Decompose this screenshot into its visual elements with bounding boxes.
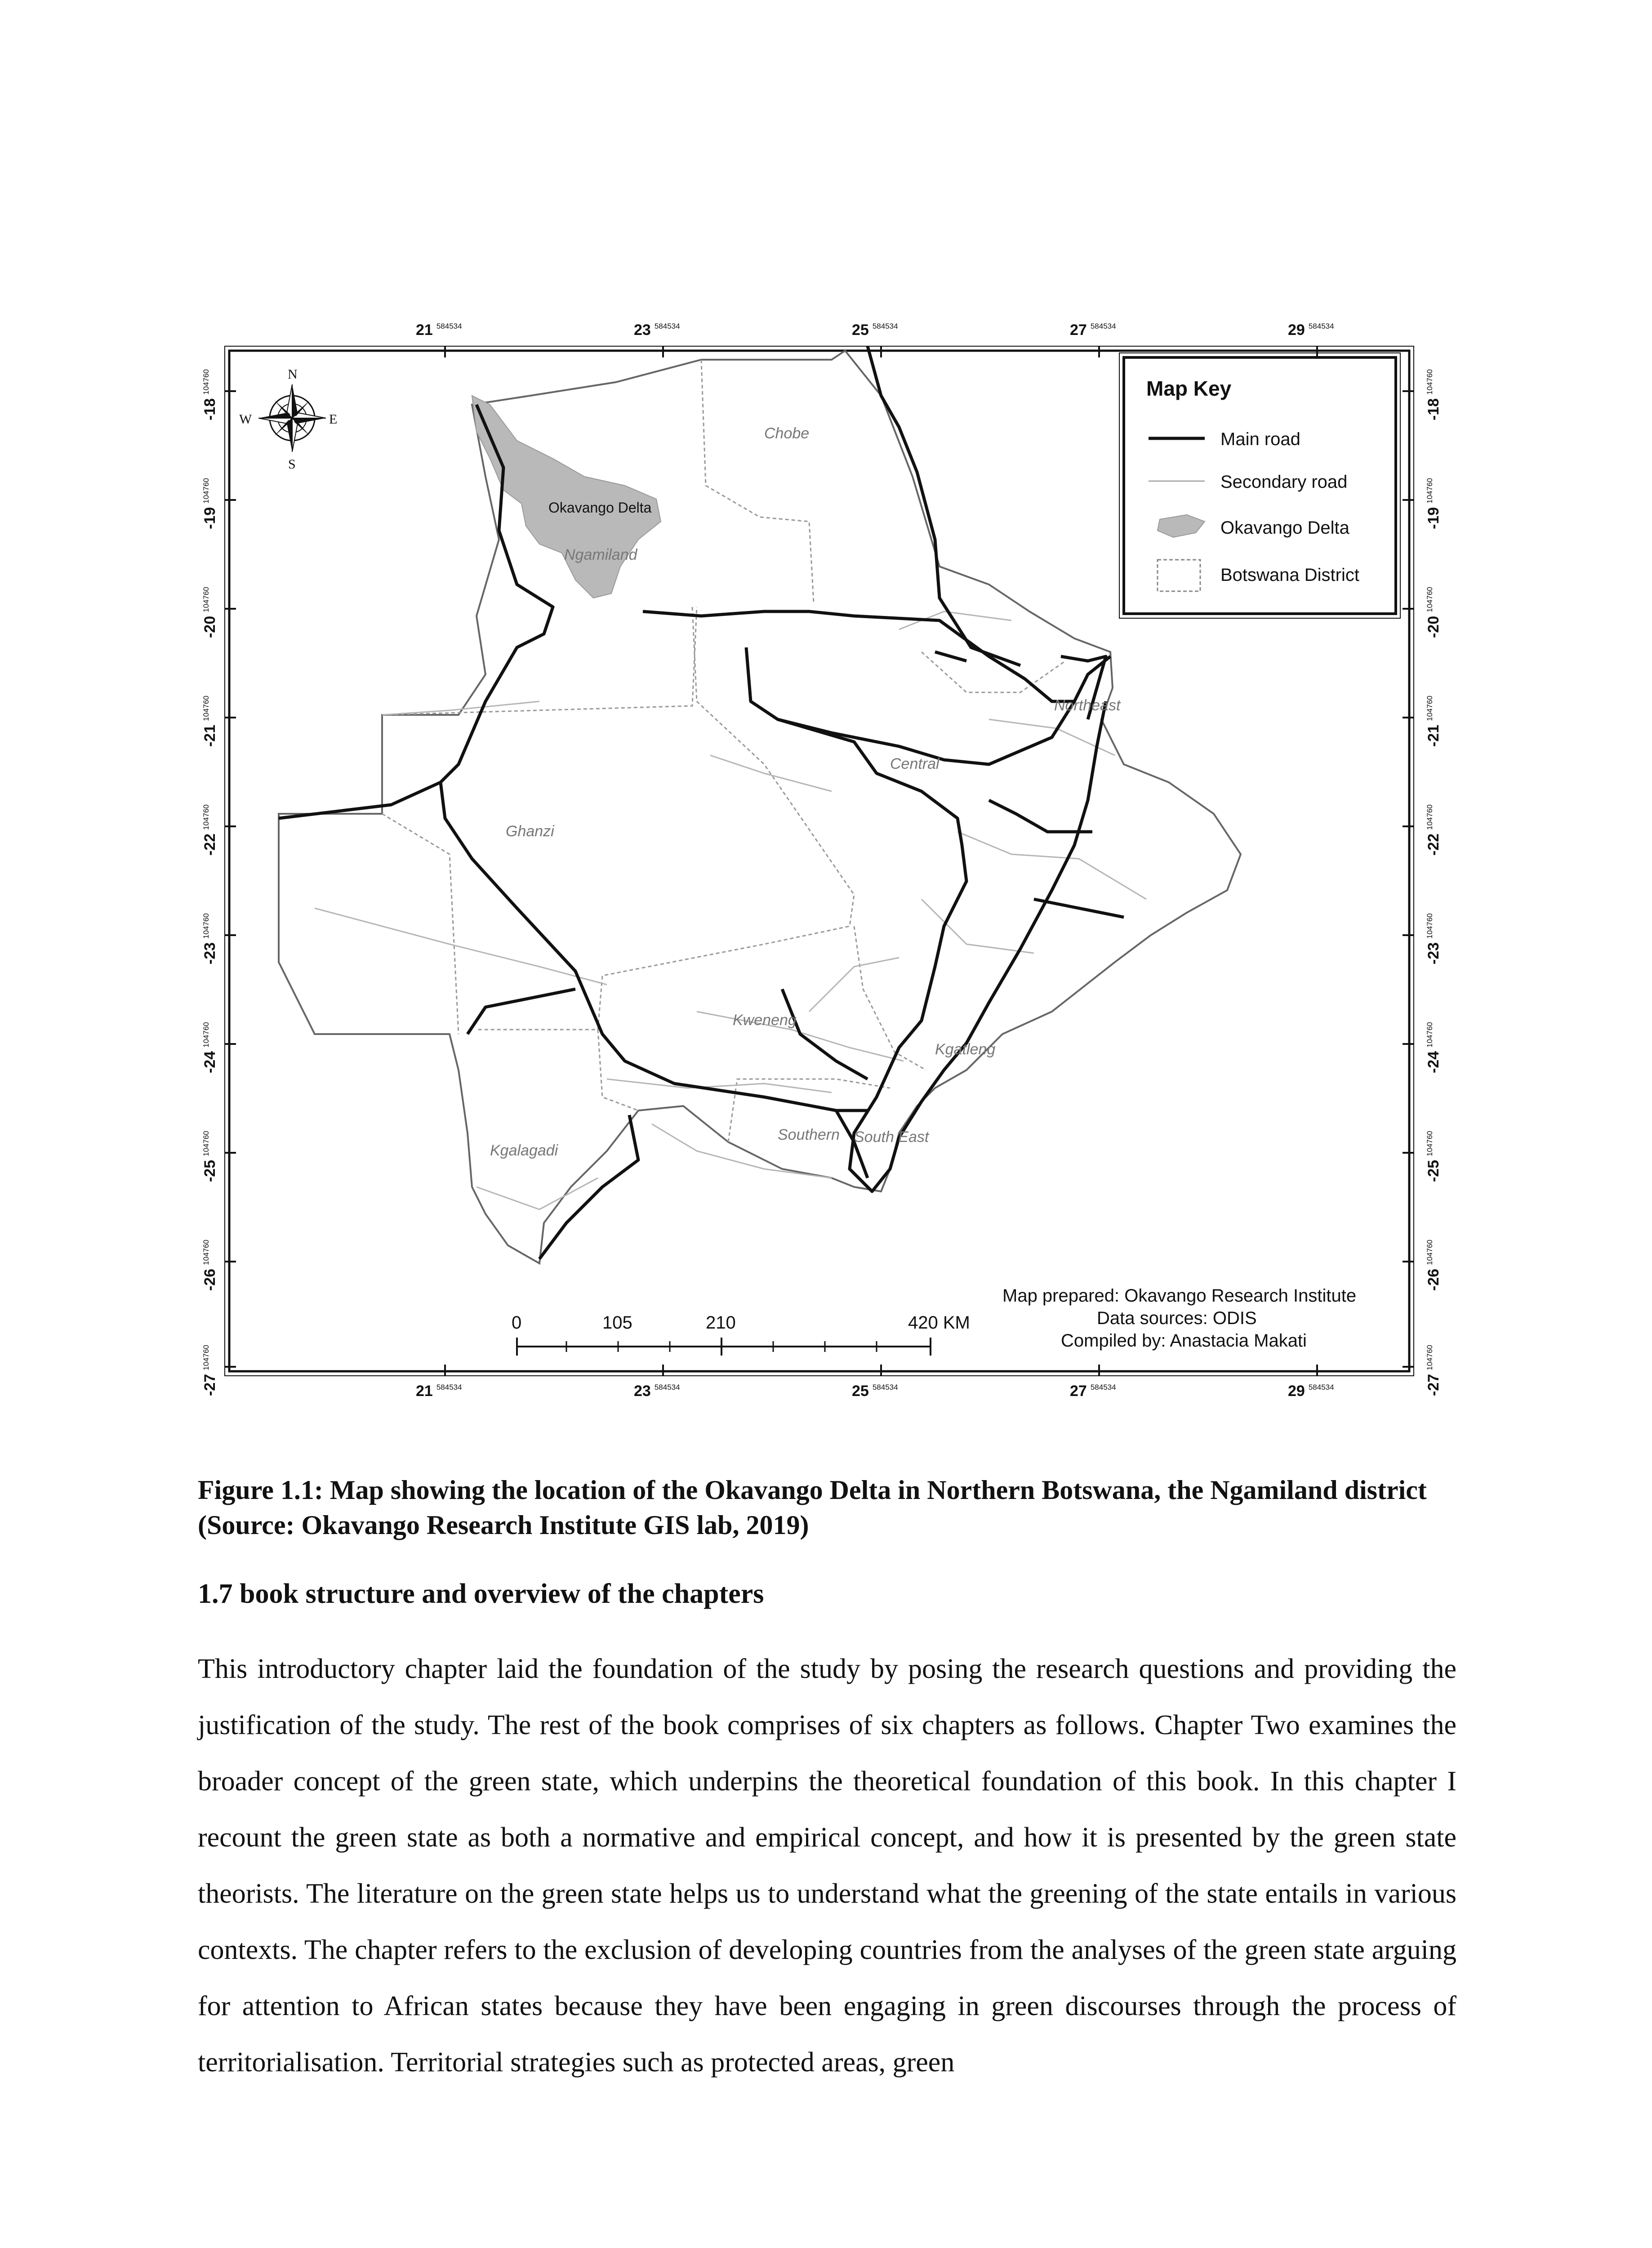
okavango-delta-label: Okavango Delta: [548, 500, 652, 516]
bottom-lon-label: 23 584534: [634, 1383, 680, 1400]
right-lat-label: -27104760: [1425, 1345, 1442, 1396]
secondary-roads: [315, 611, 1146, 1209]
top-lon-label: 21 584534: [416, 321, 462, 339]
key-secondary-road: Secondary road: [1220, 472, 1348, 492]
district-borders: [382, 360, 1065, 1142]
district-label-kgatleng: Kgatleng: [935, 1041, 996, 1058]
district-label-southern: Southern: [778, 1126, 840, 1143]
main-roads: [279, 346, 1124, 1259]
key-district: Botswana District: [1220, 565, 1359, 585]
right-lat-label: -25104760: [1425, 1131, 1442, 1182]
map-key: [1119, 353, 1400, 618]
district-label-southeast: South East: [854, 1128, 929, 1146]
map-credits: [1002, 1286, 1356, 1351]
body-paragraph: This introductory chapter laid the foundation of the study by posing the research questions and providing the justification of the study. The rest of the book comprises of six chapters as follows. Chapter Two examines the broader concept of the green state, which underpins the theoretical foundation of this book. In this chapter I recount the green state as both a normative and empirical concept, and how it is presented by the green state theorists. The literature on the green state helps us to understand what the greening of the state entails in various contexts. The chapter refers to the exclusion of developing countries from the analyses of the green state arguing for attention to African states because they have been engaging in green discourses through the process of territorialisation. Territorial strategies such as protected areas, green: [198, 1654, 1456, 2078]
district-label-ngamiland: Ngamiland: [564, 546, 637, 563]
left-lat-label: -21104760: [201, 696, 218, 747]
right-lat-label: -26104760: [1425, 1240, 1442, 1291]
right-lat-label: -23104760: [1425, 913, 1442, 964]
top-longitude-axis: [416, 321, 1334, 357]
right-lat-label: -18104760: [1425, 369, 1442, 420]
scale-label-105: 105: [602, 1313, 632, 1333]
section-heading: 1.7 book structure and overview of the chapters: [198, 1579, 764, 1609]
bottom-lon-label: 29 584534: [1288, 1383, 1334, 1400]
district-label-ghanzi: Ghanzi: [506, 823, 554, 840]
scale-label-210: 210: [706, 1313, 736, 1333]
left-latitude-axis: [201, 369, 236, 1396]
left-lat-label: -19104760: [201, 478, 218, 529]
district-label-kgalagadi: Kgalagadi: [490, 1142, 558, 1159]
top-lon-label: 25 584534: [852, 321, 898, 339]
left-lat-label: -18104760: [201, 369, 218, 420]
right-lat-label: -22104760: [1425, 804, 1442, 856]
figure-caption: Figure 1.1: Map showing the location of the Okavango Delta in Northern Botswana, the Ngamiland district (Source: Okavango Research Institute GIS lab, 2019): [198, 1475, 1427, 1540]
right-lat-label: -24104760: [1425, 1022, 1442, 1073]
compass-rose-icon: [239, 367, 337, 472]
right-lat-label: -21104760: [1425, 696, 1442, 747]
district-label-chobe: Chobe: [764, 425, 810, 442]
scale-bar: [512, 1313, 970, 1356]
compass-w-label: W: [239, 412, 252, 427]
bottom-lon-label: 21 584534: [416, 1383, 462, 1400]
left-lat-label: -20104760: [201, 587, 218, 638]
bottom-longitude-axis: [416, 1365, 1334, 1400]
left-lat-label: -22104760: [201, 804, 218, 856]
top-lon-label: 23 584534: [634, 321, 680, 339]
scale-label-0: 0: [512, 1313, 522, 1333]
left-lat-label: -24104760: [201, 1022, 218, 1073]
compass-s-label: S: [288, 457, 296, 472]
map-key-title: Map Key: [1146, 377, 1232, 400]
left-lat-label: -26104760: [201, 1240, 218, 1291]
credit-compiled: Compiled by: Anastacia Makati: [1061, 1331, 1307, 1351]
district-label-northeast: Northeast: [1054, 697, 1121, 714]
credit-prepared: Map prepared: Okavango Research Institute: [1002, 1286, 1357, 1306]
left-lat-label: -25104760: [201, 1131, 218, 1182]
left-lat-label: -27104760: [201, 1345, 218, 1396]
scale-label-420: 420 KM: [908, 1313, 970, 1333]
top-lon-label: 29 584534: [1288, 321, 1334, 339]
compass-n-label: N: [288, 367, 298, 382]
district-label-kweneng: Kweneng: [733, 1012, 797, 1029]
key-okavango-delta: Okavango Delta: [1220, 518, 1349, 538]
bottom-lon-label: 27 584534: [1070, 1383, 1116, 1400]
top-lon-label: 27 584534: [1070, 321, 1116, 339]
left-lat-label: -23104760: [201, 913, 218, 964]
district-label-central: Central: [890, 755, 940, 772]
key-main-road: Main road: [1220, 429, 1300, 449]
botswana-outline: [279, 351, 1241, 1263]
compass-e-label: E: [329, 412, 338, 427]
bottom-lon-label: 25 584534: [852, 1383, 898, 1400]
right-lat-label: -19104760: [1425, 478, 1442, 529]
right-lat-label: -20104760: [1425, 587, 1442, 638]
credit-sources: Data sources: ODIS: [1097, 1308, 1257, 1328]
